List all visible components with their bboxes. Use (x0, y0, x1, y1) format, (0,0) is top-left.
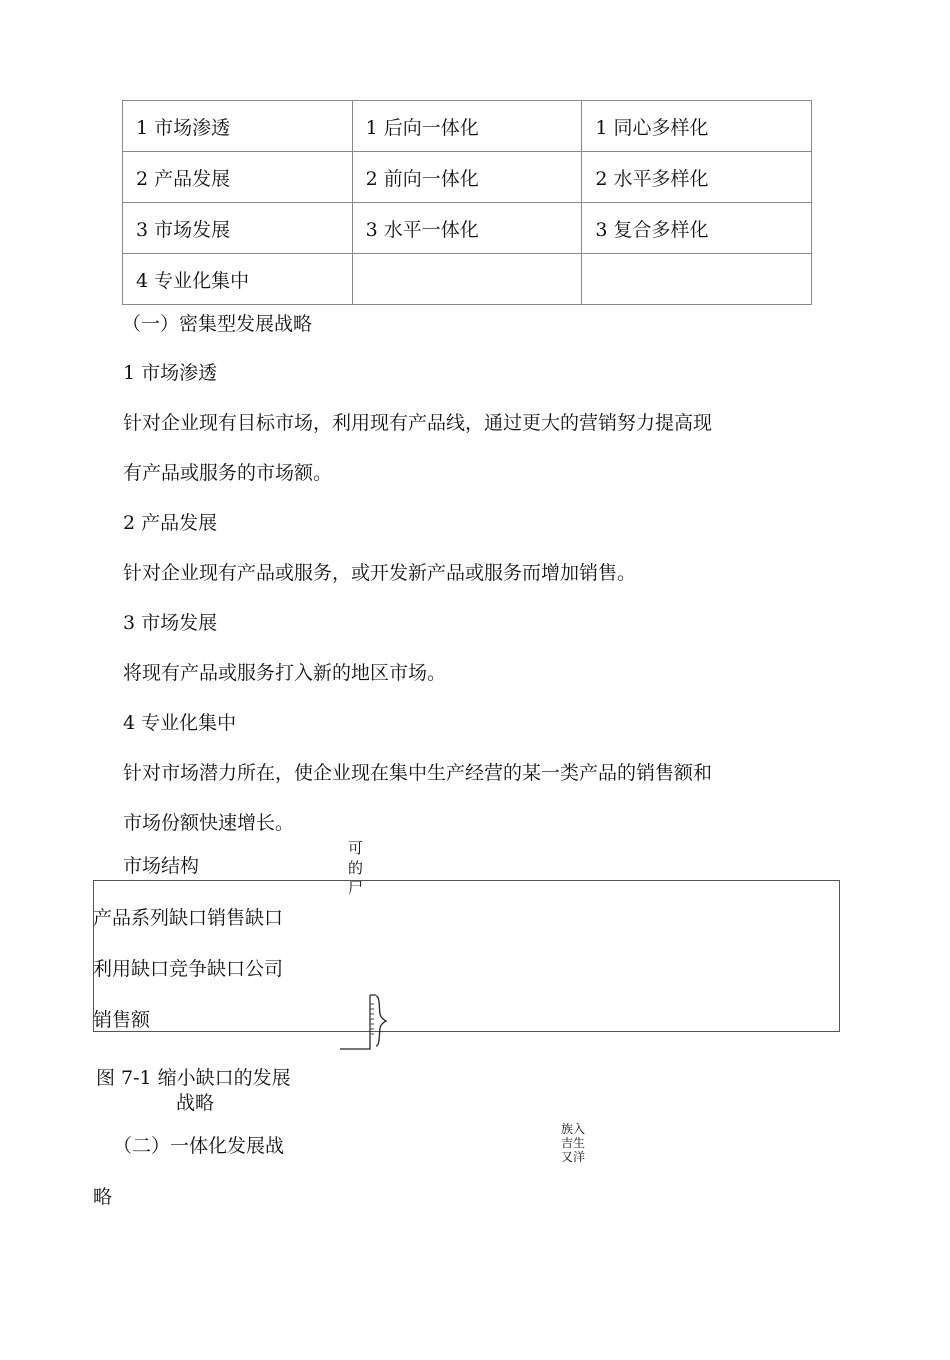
section-heading: （二）一体化发展战 (113, 1135, 285, 1157)
table-cell: 1 后向一体化 (352, 101, 582, 152)
item-text: 有产品或服务的市场额。 (123, 462, 333, 484)
table-row (123, 152, 812, 203)
cropped-text-fragment: 可 的 尸 (348, 839, 364, 897)
figure-text-line: 销售额 (93, 1009, 151, 1031)
item-text: 市场份额快速增长。 (123, 812, 295, 834)
item-title: 3 市场发展 (123, 612, 218, 634)
item-title: 1 市场渗透 (123, 362, 218, 384)
figure-text-line: 产品系列缺口销售缺口 (93, 907, 284, 929)
strategy-table (122, 100, 812, 305)
section-heading: （一）密集型发展战略 (122, 313, 313, 335)
table-cell (582, 254, 812, 305)
table-row (123, 203, 812, 254)
table-cell (352, 254, 582, 305)
table-cell: 3 水平一体化 (352, 203, 582, 254)
table-cell: 2 前向一体化 (352, 152, 582, 203)
item-text: 针对市场潜力所在，使企业现在集中生产经营的某一类产品的销售额和 (123, 762, 713, 784)
table-cell: 2 产品发展 (123, 152, 353, 203)
table-row (123, 254, 812, 305)
figure-caption: 图 7-1 缩小缺口的发展 (96, 1067, 291, 1089)
item-text: 针对企业现有目标市场，利用现有产品线，通过更大的营销努力提高现 (123, 412, 713, 434)
item-text: 针对企业现有产品或服务，或开发新产品或服务而增加销售。 (123, 562, 637, 584)
table-cell: 4 专业化集中 (123, 254, 353, 305)
item-text: 将现有产品或服务打入新的地区市场。 (123, 662, 447, 684)
figure-caption-continued: 战略 (176, 1092, 215, 1114)
cropped-text-fragment: 族入 吉生 又洋 (561, 1122, 586, 1164)
table-cell: 1 市场渗透 (123, 101, 353, 152)
table-row (123, 101, 812, 152)
market-structure-label: 市场结构 (123, 855, 200, 877)
item-title: 4 专业化集中 (123, 712, 237, 734)
figure-text-line: 利用缺口竞争缺口公司 (93, 958, 284, 980)
table-cell: 1 同心多样化 (582, 101, 812, 152)
table-cell: 3 市场发展 (123, 203, 353, 254)
section-heading-continued: 略 (93, 1186, 113, 1208)
table-cell: 2 水平多样化 (582, 152, 812, 203)
table-cell: 3 复合多样化 (582, 203, 812, 254)
brace-icon (336, 990, 396, 1054)
item-title: 2 产品发展 (123, 512, 218, 534)
